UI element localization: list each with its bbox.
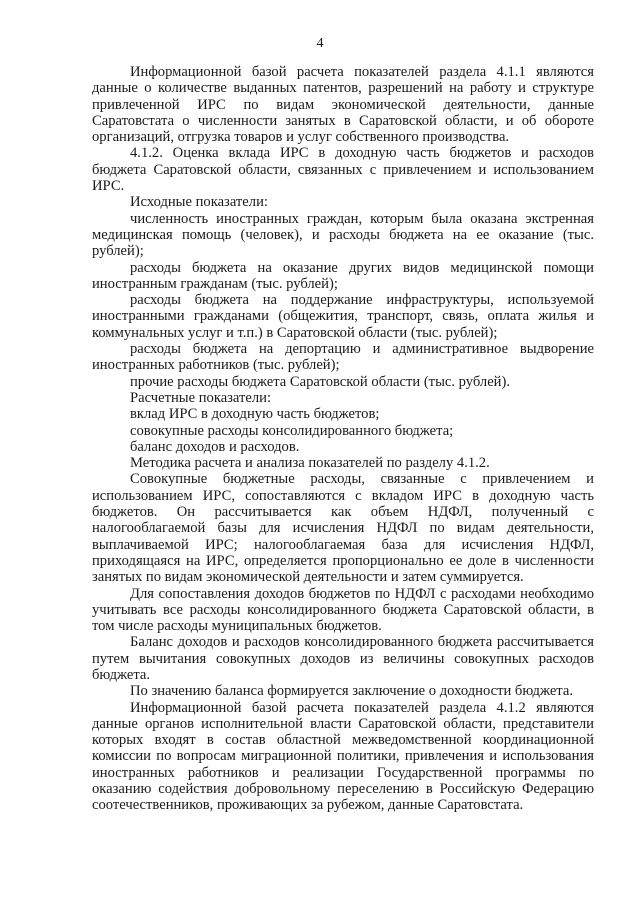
paragraph-other-expenses: прочие расходы бюджета Саратовской области (тыс. рублей). [130, 373, 510, 390]
paragraph-info-base-4-1-2: Информационной базой расчета показателей раздела 4.1.2 являются данные органов исполнительной власти Саратовской области, представители которых входят в состав областной межведомственной координационной комиссии по вопросам миграционной политики, привлечения и использования иностранных работников и реализации Государственной программы по оказанию содействия добровольному переселению в Российскую Федерацию соотечественников, проживающих за рубежом, данные Саратовстата. [92, 699, 594, 814]
paragraph-infrastructure-expenses: расходы бюджета на поддержание инфраструктуры, используемой иностранными гражданами (общежития, транспорт, связь, оплата жилья и коммунальных услуг и т.п.) в Саратовской области (тыс. рублей); [92, 292, 594, 341]
paragraph-deportation-expenses: расходы бюджета на депортацию и административное выдворение иностранных работников (тыс. рублей); [92, 341, 594, 374]
paragraph-ndfl-comparison: Для сопоставления доходов бюджетов по НДФЛ с расходами необходимо учитывать все расходы консолидированного бюджета Саратовской области, в том числе расходы муниципальных бюджетов. [92, 585, 594, 635]
paragraph-emergency-medical-aid: численность иностранных граждан, которым была оказана экстренная медицинская помощь (человек), и расходы бюджета на ее оказание (тыс. рублей); [92, 210, 594, 260]
page-number: 4 [316, 36, 324, 51]
paragraph-profitability-conclusion: По значению баланса формируется заключение о доходности бюджета. [130, 683, 573, 700]
paragraph-budget-expenses-comparison: Совокупные бюджетные расходы, связанные с привлечением и использованием ИРС, сопоставляются с вкладом ИРС в доходную часть бюджетов. Он рассчитывается как объем НДФЛ, полученный с налогооблагаемой базы для исчисления НДФЛ по видам деятельности, выплачиваемой ИРС; налогооблагаемая база для исчисления НДФЛ, приходящаяся на ИРС, определяется пропорционально ее доле в численности занятых по видам экономической деятельности и затем суммируется. [92, 471, 594, 586]
paragraph-section-4-1-2-heading: 4.1.2. Оценка вклада ИРС в доходную часть бюджетов и расходов бюджета Саратовской области, связанных с привлечением и использованием ИРС. [92, 145, 594, 195]
paragraph-source-indicators-heading: Исходные показатели: [130, 194, 268, 211]
paragraph-info-base-4-1-1: Информационной базой расчета показателей раздела 4.1.1 являются данные о количестве выданных патентов, разрешений на работу и структуре привлеченной ИРС по видам экономической деятельности, данные Саратовстата о численности занятых в Саратовской области, и об обороте организаций, отгрузка товаров и услуг собственного производства. [92, 64, 594, 146]
paragraph-balance-calculation: Баланс доходов и расходов консолидированного бюджета рассчитывается путем вычитания совокупных доходов из величины совокупных расходов бюджета. [92, 634, 594, 683]
paragraph-balance: баланс доходов и расходов. [130, 438, 300, 455]
document-body [92, 64, 594, 814]
paragraph-methodology-heading: Методика расчета и анализа показателей по разделу 4.1.2. [130, 455, 490, 472]
paragraph-irs-contribution: вклад ИРС в доходную часть бюджетов; [130, 406, 380, 423]
paragraph-calculated-indicators-heading: Расчетные показатели: [130, 389, 272, 406]
paragraph-total-expenses: совокупные расходы консолидированного бюджета; [130, 422, 454, 439]
paragraph-other-medical-aid: расходы бюджета на оказание других видов медицинской помощи иностранным гражданам (тыс. рублей); [92, 259, 594, 292]
